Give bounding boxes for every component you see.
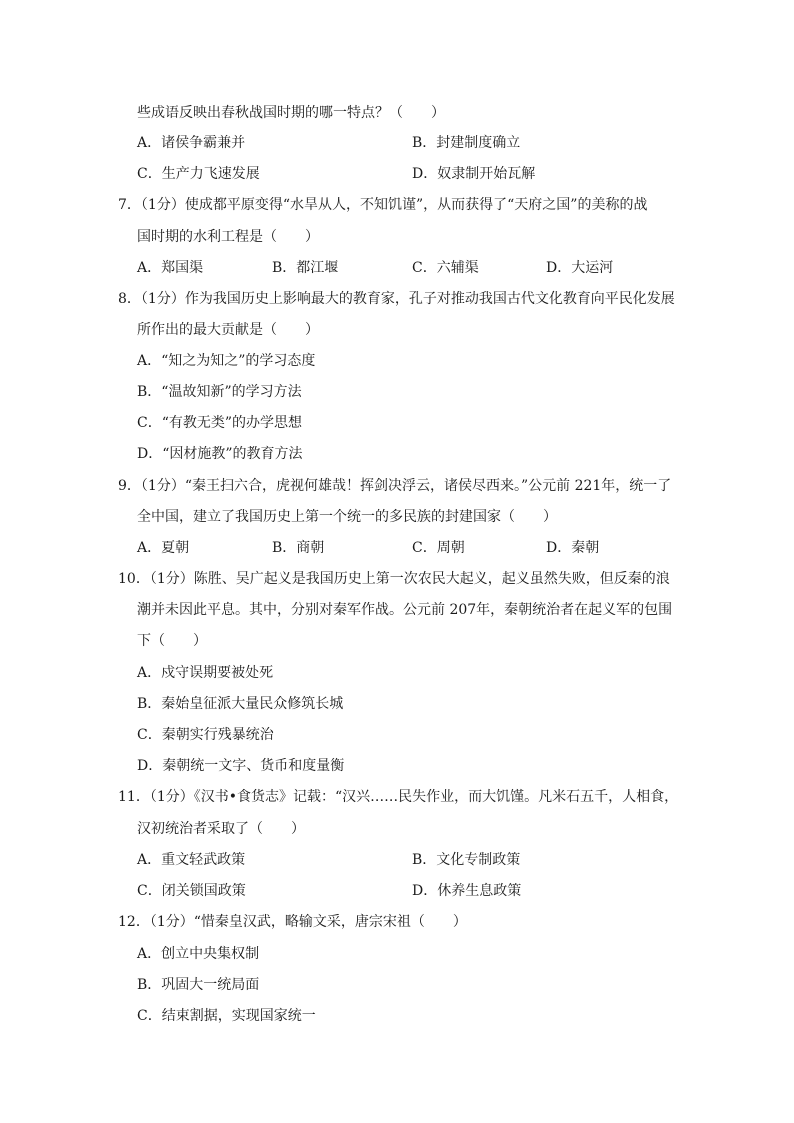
question-7-stem-line-2: 国时期的水利工程是（ ） bbox=[137, 229, 319, 245]
question-8-stem-line-1: 8．（1分）作为我国历史上影响最大的教育家，孔子对推动我国古代文化教育向平民化发展 bbox=[118, 291, 675, 307]
question-9-stem-line-1: 9．（1分）“秦王扫六合，虎视何雄哉！挥剑决浮云，诸侯尽西来。”公元前 221年，统一了 bbox=[118, 478, 672, 494]
question-6-option-b[interactable]: B．封建制度确立 bbox=[412, 135, 521, 151]
question-10-option-c[interactable]: C．秦朝实行残暴统治 bbox=[137, 727, 274, 743]
question-9-option-d[interactable]: D．秦朝 bbox=[546, 540, 600, 556]
question-10-stem-line-2: 潮并未因此平息。其中，分别对秦军作战。公元前 207年，秦朝统治者在起义军的包围 bbox=[137, 602, 673, 618]
question-8-stem-line-2: 所作出的最大贡献是（ ） bbox=[137, 322, 319, 338]
question-7-option-b[interactable]: B．都江堰 bbox=[272, 260, 339, 276]
question-7-option-a[interactable]: A．郑国渠 bbox=[137, 260, 204, 276]
question-8-option-d[interactable]: D．“因材施教”的教育方法 bbox=[137, 446, 303, 462]
question-10-option-a[interactable]: A．戍守误期要被处死 bbox=[137, 665, 274, 681]
question-12-stem-line-1: 12．（1分）“惜秦皇汉武，略输文采，唐宗宋祖（ ） bbox=[118, 914, 467, 930]
question-12-option-b[interactable]: B．巩固大一统局面 bbox=[137, 977, 260, 993]
question-7-option-c[interactable]: C．六辅渠 bbox=[412, 260, 479, 276]
question-12-option-c[interactable]: C．结束割据，实现国家统一 bbox=[137, 1008, 316, 1024]
question-6-option-d[interactable]: D．奴隶制开始瓦解 bbox=[412, 166, 536, 182]
question-9-option-a[interactable]: A．夏朝 bbox=[137, 540, 190, 556]
question-12-option-a[interactable]: A．创立中央集权制 bbox=[137, 946, 260, 962]
question-9-option-b[interactable]: B．商朝 bbox=[272, 540, 325, 556]
question-8-option-b[interactable]: B．“温故知新”的学习方法 bbox=[137, 384, 302, 400]
question-7-option-d[interactable]: D．大运河 bbox=[546, 260, 614, 276]
question-11-option-b[interactable]: B．文化专制政策 bbox=[412, 852, 521, 868]
question-7-stem-line-1: 7．（1分）使成都平原变得“水旱从人，不知饥谨”，从而获得了“天府之国”的美称的战 bbox=[118, 197, 648, 213]
question-9-stem-line-2: 全中国，建立了我国历史上第一个统一的多民族的封建国家（ ） bbox=[137, 509, 557, 525]
question-6-stem: 些成语反映出春秋战国时期的哪一特点？（ ） bbox=[137, 105, 445, 121]
question-10-stem-line-1: 10．（1分）陈胜、吴广起义是我国历史上第一次农民大起义，起义虽然失败，但反秦的浪 bbox=[118, 571, 670, 587]
question-11-stem-line-2: 汉初统治者采取了（ ） bbox=[137, 821, 305, 837]
question-8-option-a[interactable]: A．“知之为知之”的学习态度 bbox=[137, 353, 316, 369]
question-11-stem-line-1: 11．（1分）《汉书•食货志》记载：“汉兴……民失作业，而大饥馑。凡米石五千，人相食， bbox=[118, 789, 679, 805]
question-9-option-c[interactable]: C．周朝 bbox=[412, 540, 465, 556]
question-8-option-c[interactable]: C．“有教无类”的办学思想 bbox=[137, 415, 303, 431]
question-6-option-a[interactable]: A．诸侯争霸兼并 bbox=[137, 135, 246, 151]
question-11-option-d[interactable]: D．休养生息政策 bbox=[412, 883, 522, 899]
question-11-option-a[interactable]: A．重文轻武政策 bbox=[137, 852, 246, 868]
question-10-stem-line-3: 下（ ） bbox=[137, 633, 207, 649]
question-6-option-c[interactable]: C．生产力飞速发展 bbox=[137, 166, 260, 182]
question-10-option-d[interactable]: D．秦朝统一文字、货币和度量衡 bbox=[137, 758, 345, 774]
question-10-option-b[interactable]: B．秦始皇征派大量民众修筑长城 bbox=[137, 696, 344, 712]
question-11-option-c[interactable]: C．闭关锁国政策 bbox=[137, 883, 246, 899]
